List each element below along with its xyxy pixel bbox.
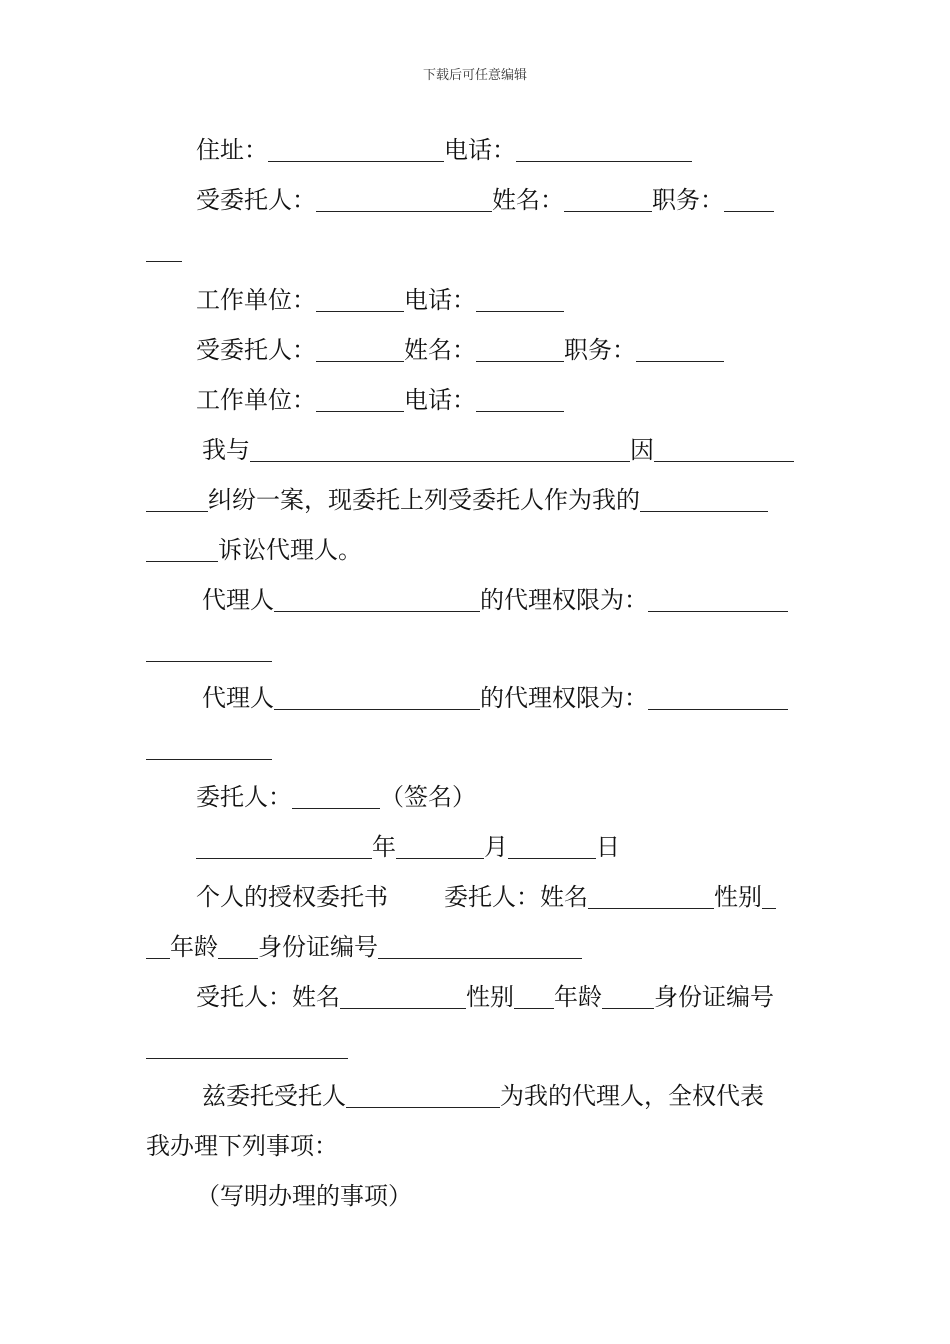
agent1-phone-blank[interactable]	[476, 289, 564, 312]
party-blank[interactable]	[250, 439, 630, 462]
signature-blank[interactable]	[292, 786, 380, 809]
authority1-continuation	[146, 634, 272, 666]
agent2-work-blank[interactable]	[316, 389, 404, 412]
month-blank[interactable]	[396, 836, 484, 859]
trustee-line: 受托人：姓名 性别 年龄 身份证编号	[196, 983, 774, 1011]
phone-blank[interactable]	[516, 139, 692, 162]
authority1-agent-blank[interactable]	[274, 589, 480, 612]
agent1-line: 受委托人： 姓名： 职务：	[196, 184, 774, 216]
matters-intro-line: 我办理下列事项：	[146, 1132, 338, 1160]
address-blank[interactable]	[268, 139, 444, 162]
trustee-gender-blank[interactable]	[514, 986, 554, 1009]
trustee-name-blank[interactable]	[340, 986, 466, 1009]
principal-id-line: 年龄 身份证编号	[146, 931, 582, 963]
agent2-blank[interactable]	[316, 339, 404, 362]
page-header: 下载后可任意编辑	[422, 68, 527, 83]
agent2-name-blank[interactable]	[476, 339, 564, 362]
authority2-line: 代理人 的代理权限为：	[202, 682, 788, 714]
appointment-line: 兹委托受托人 为我的代理人，全权代表	[202, 1082, 764, 1110]
agent2-line: 受委托人： 姓名： 职务：	[196, 334, 724, 366]
agent1-name-blank[interactable]	[564, 189, 652, 212]
year-blank[interactable]	[196, 836, 372, 859]
day-blank[interactable]	[508, 836, 596, 859]
date-line: 年 月 日	[196, 831, 620, 863]
agent1-work-line: 工作单位： 电话：	[196, 284, 564, 316]
authority1-line: 代理人 的代理权限为：	[202, 584, 788, 616]
authority2-continuation	[146, 732, 272, 764]
authority1-blank[interactable]	[648, 589, 788, 612]
trustee-age-blank[interactable]	[602, 986, 654, 1009]
case-line: 我与 因	[202, 434, 794, 466]
instance-blank[interactable]	[640, 489, 768, 512]
authority2-agent-blank[interactable]	[274, 687, 480, 710]
agent2-work-line: 工作单位： 电话：	[196, 384, 564, 416]
agent1-work-blank[interactable]	[316, 289, 404, 312]
matters-note-line: （写明办理的事项）	[196, 1182, 412, 1210]
principal-gender-blank[interactable]	[762, 886, 776, 909]
personal-auth-line: 个人的授权委托书 委托人：姓名 性别	[196, 881, 776, 913]
principal-id-blank[interactable]	[378, 936, 582, 959]
agent1-blank[interactable]	[316, 189, 492, 212]
signature-line: 委托人： （签名）	[196, 783, 476, 811]
agent2-title-blank[interactable]	[636, 339, 724, 362]
appointee-blank[interactable]	[346, 1085, 500, 1108]
agent2-phone-blank[interactable]	[476, 389, 564, 412]
trustee-id-blank[interactable]	[146, 1036, 348, 1059]
cause-blank[interactable]	[654, 439, 794, 462]
principal-age-blank[interactable]	[218, 936, 258, 959]
dispute-line: 纠纷一案，现委托上列受委托人作为我的	[146, 484, 768, 516]
agent1-title-blank[interactable]	[724, 189, 774, 212]
authority2-blank[interactable]	[648, 687, 788, 710]
trustee-id-continuation	[146, 1031, 348, 1063]
principal-name-blank[interactable]	[588, 886, 714, 909]
litigation-line: 诉讼代理人。	[146, 534, 362, 566]
agent1-title-continuation	[146, 234, 182, 266]
address-line: 住址： 电话：	[196, 134, 692, 166]
